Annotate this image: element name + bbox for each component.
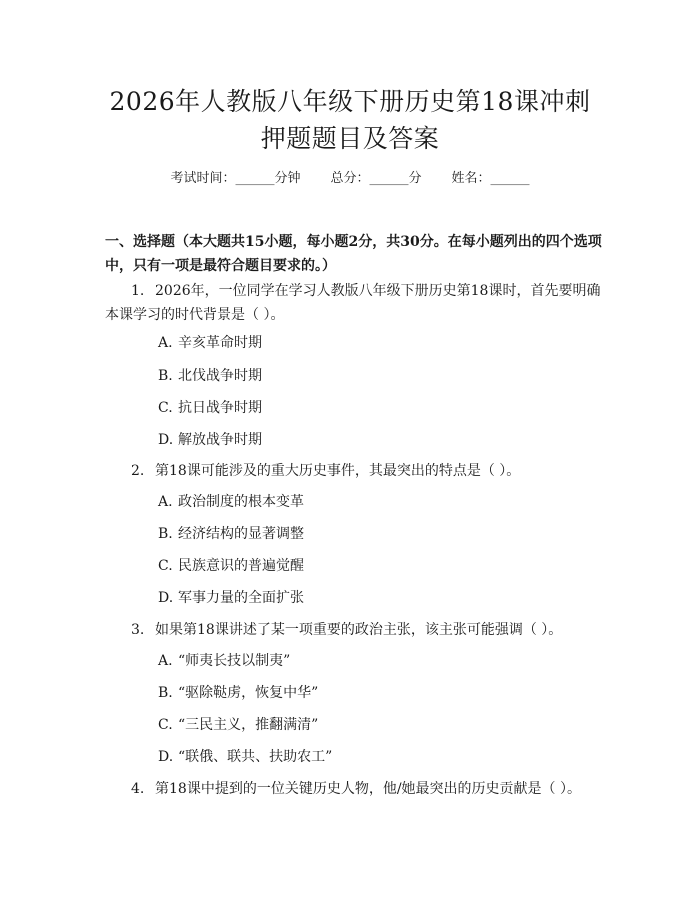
option-letter: B. [158,685,173,701]
question-number: 3. [131,622,145,638]
option-letter: A. [158,335,173,351]
option-letter: C. [158,717,173,733]
option-3c [158,715,318,735]
option-text: 军事力量的全面扩张 [178,590,304,606]
question-text: 第18课可能涉及的重大历史事件，其最突出的特点是（ ）。 [155,463,521,479]
option-text: “师夷长技以制夷” [178,653,291,669]
option-text: 北伐战争时期 [178,368,262,384]
option-text: 解放战争时期 [178,432,262,448]
option-letter: A. [158,653,173,669]
question-1 [105,279,605,327]
question-number: 4. [131,781,145,797]
option-letter: D. [158,590,174,606]
option-letter: B. [158,526,173,542]
option-letter: D. [158,749,174,765]
option-letter: A. [158,494,173,510]
exam-info [0,170,700,188]
question-text: 如果第18课讲述了某一项重要的政治主张，该主张可能强调（ ）。 [155,622,563,638]
option-letter: B. [158,368,173,384]
question-text: 2026年，一位同学在学习人教版八年级下册历史第18课时，首先要明确本课学习的时代背景是（ ）。 [105,283,601,323]
exam-time: 考试时间：______分钟 [170,171,301,186]
option-text: 民族意识的普遍觉醒 [178,558,304,574]
question-number: 2. [131,463,145,479]
question-3 [105,618,605,642]
option-1c [158,398,262,418]
question-4 [105,777,605,801]
option-text: “驱除鞑虏，恢复中华” [178,685,319,701]
option-letter: C. [158,400,173,416]
option-3a [158,651,290,671]
option-text: 抗日战争时期 [178,400,262,416]
option-1b [158,366,262,386]
question-2 [105,459,605,483]
question-number: 1. [131,283,145,299]
option-3b [158,683,318,703]
option-text: “三民主义，推翻满清” [178,717,319,733]
option-text: 政治制度的根本变革 [178,494,304,510]
question-text: 第18课中提到的一位关键历史人物，他/她最突出的历史贡献是（ ）。 [155,781,581,797]
option-1a [158,333,262,353]
option-3d [158,747,332,767]
option-2a [158,492,304,512]
option-2d [158,588,304,608]
option-1d [158,430,262,450]
student-name: 姓名：______ [451,171,530,186]
option-text: 经济结构的显著调整 [178,526,304,542]
exam-score: 总分：______分 [330,171,422,186]
option-text: 辛亥革命时期 [178,335,262,351]
option-text: “联俄、联共、扶助农工” [178,749,333,765]
document-title-line1: 2026年人教版八年级下册历史第18课冲刺 [109,87,591,116]
option-letter: D. [158,432,174,448]
section-heading: 一、选择题（本大题共15小题，每小题2分，共30分。在每小题列出的四个选项中，只有一项是最符合题目要求的。） [105,234,602,274]
document-title-line2: 押题题目及答案 [260,124,440,153]
option-2b [158,524,304,544]
option-2c [158,556,304,576]
option-letter: C. [158,558,173,574]
